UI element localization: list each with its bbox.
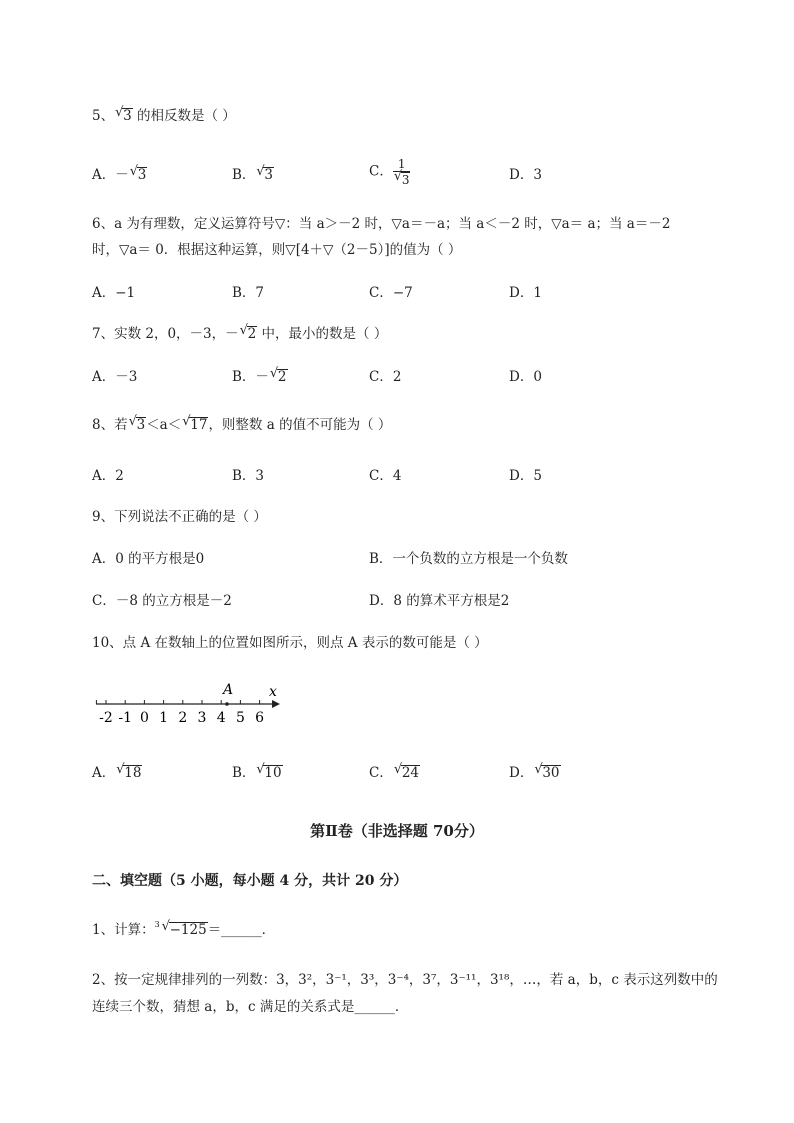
- q9-option-d[interactable]: D．8 的算术平方根是2: [369, 593, 510, 609]
- q8-option-a[interactable]: A．2: [92, 468, 124, 484]
- q9-stem: 9、下列说法不正确的是（ ）: [92, 509, 267, 525]
- q5-stem: 5、 √ 3 的相反数是（ ）: [92, 105, 236, 124]
- q9-option-a[interactable]: A．0 的平方根是0: [92, 551, 205, 567]
- number-line-figure: [92, 676, 292, 726]
- q5-option-c[interactable]: C． 1 √ 3: [369, 157, 410, 187]
- q6-option-b[interactable]: B．7: [232, 285, 265, 301]
- q6-option-d[interactable]: D．1: [509, 285, 542, 301]
- axis-tick-label: 1: [159, 710, 169, 726]
- q5-options: [92, 157, 652, 205]
- q7-option-b[interactable]: B．－ √ 2: [232, 366, 287, 385]
- fill-q2-line1: 2、按一定规律排列的一列数：3，3²，3⁻¹，3³，3⁻⁴，3⁷，3⁻¹¹，3¹⁸，…，若 a，b，c 表示这列数中的: [92, 972, 718, 988]
- axis-variable-label: x: [269, 684, 277, 700]
- point-a-label: A: [222, 682, 234, 698]
- q7-option-c[interactable]: C．2: [369, 369, 402, 385]
- q5-option-d[interactable]: D．3: [509, 167, 542, 183]
- q6-stem-line2: 时，▽a＝ 0．根据这种运算，则▽[4＋▽（2－5）]的值为（ ）: [92, 242, 462, 258]
- axis-tick-label: 6: [255, 710, 265, 726]
- q5-option-a[interactable]: A．－ √ 3: [92, 164, 147, 183]
- q8-option-b[interactable]: B．3: [232, 468, 265, 484]
- q9-options-row2: [92, 591, 652, 631]
- q9-option-c[interactable]: C．－8 的立方根是－2: [92, 593, 232, 609]
- q7-option-a[interactable]: A．－3: [92, 369, 138, 385]
- axis-tick-label: 0: [139, 710, 149, 726]
- q10-options: [92, 763, 652, 803]
- q10-option-c[interactable]: C． √ 24: [369, 762, 420, 781]
- axis-tick-label: 4: [216, 710, 226, 726]
- section-title: 第Ⅱ卷（非选择题 70分）: [310, 822, 484, 840]
- axis-tick-label: -2: [99, 710, 113, 726]
- q6-options: [92, 283, 652, 323]
- sqrt-expression: √ 3: [115, 105, 132, 124]
- arrow-head-icon: [272, 700, 280, 708]
- part-title: 二、填空题（5 小题，每小题 4 分，共计 20 分）: [92, 873, 408, 889]
- q7-stem: 7、实数 2，0，－3，－ √ 2 中，最小的数是（ ）: [92, 323, 388, 342]
- q9-options-row1: [92, 549, 652, 589]
- point-a-marker: [225, 702, 229, 706]
- q7-options: [92, 367, 652, 407]
- fill-q2-line2: 连续三个数，猜想 a，b，c 满足的关系式是______．: [92, 999, 409, 1015]
- q6-option-c[interactable]: C．−7: [369, 285, 413, 301]
- axis-tick-label: 5: [235, 710, 245, 726]
- axis-tick-label: 3: [197, 710, 207, 726]
- q8-options: [92, 466, 652, 506]
- q10-option-a[interactable]: A． √ 18: [92, 762, 142, 781]
- q8-stem: 8、若 √ 3＜a＜ √ 17，则整数 a 的值不可能为（ ）: [92, 414, 392, 433]
- q8-option-c[interactable]: C．4: [369, 468, 402, 484]
- q6-option-a[interactable]: A．−1: [92, 285, 136, 301]
- q6-stem-line1: 6、a 为有理数，定义运算符号▽：当 a＞－2 时，▽a＝－a；当 a＜－2 时，▽a＝ a；当 a＝－2: [92, 216, 671, 232]
- q10-option-b[interactable]: B． √ 10: [232, 762, 282, 781]
- q10-stem: 10、点 A 在数轴上的位置如图所示，则点 A 表示的数可能是（ ）: [92, 635, 488, 651]
- q8-option-d[interactable]: D．5: [509, 468, 542, 484]
- axis-tick-label: 2: [178, 710, 188, 726]
- q7-option-d[interactable]: D．0: [509, 369, 542, 385]
- q5-option-b[interactable]: B． √ 3: [232, 164, 274, 183]
- axis-tick-label: -1: [118, 710, 133, 726]
- q10-option-d[interactable]: D． √ 30: [509, 762, 560, 781]
- fill-q1: 1、计算： 3 √ −125＝______．: [92, 919, 276, 938]
- q9-option-b[interactable]: B．一个负数的立方根是一个负数: [369, 551, 568, 567]
